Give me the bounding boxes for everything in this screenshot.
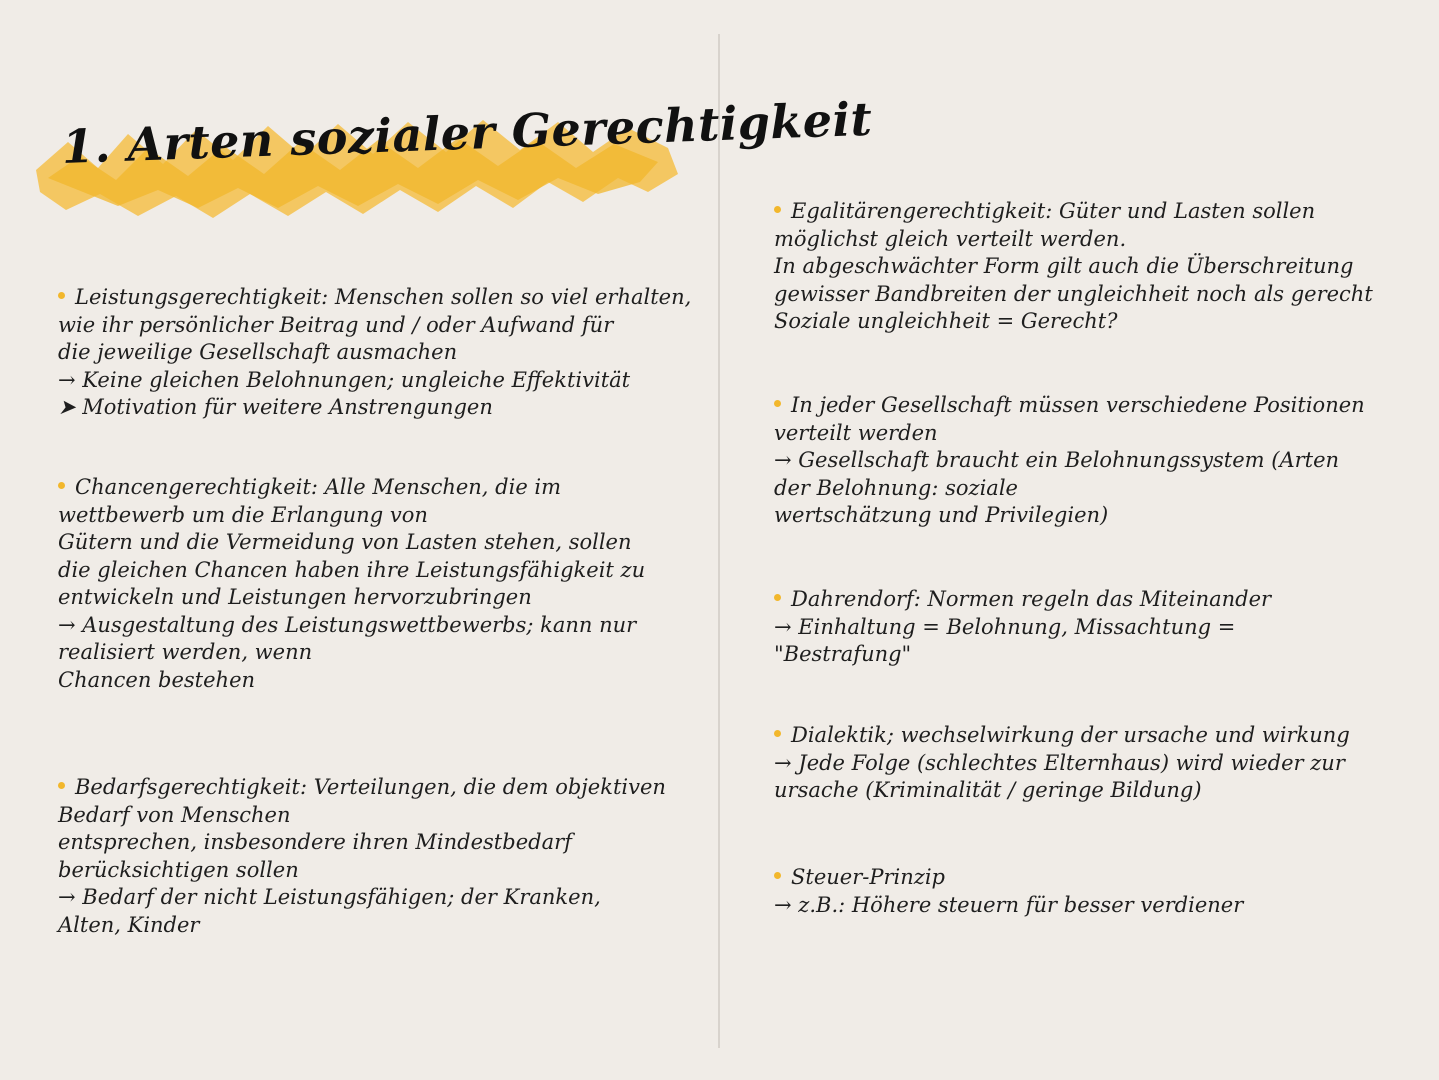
bullet-icon	[774, 206, 781, 213]
text-line: wertschätzung und Privilegien)	[774, 503, 1109, 527]
text-line: gewisser Bandbreiten der ungleichheit noch als gerecht	[774, 281, 1373, 306]
bullet-icon	[774, 594, 781, 601]
text-line: Chancen bestehen	[58, 667, 256, 692]
text-line: die gleichen Chancen haben ihre Leistungsfähigkeit zu	[58, 557, 646, 582]
section-dahrendorf	[774, 586, 1374, 669]
text-line: berücksichtigen sollen	[58, 857, 299, 882]
text-line: Egalitärengerechtigkeit: Güter und Lasten sollen	[774, 198, 1374, 226]
section-dialektik	[774, 722, 1374, 805]
title-highlight	[28, 82, 874, 232]
bullet-icon	[58, 782, 65, 789]
text-line: Leistungsgerechtigkeit: Menschen sollen so viel erhalten,	[58, 284, 658, 312]
text-line: ➤ Motivation für weitere Anstrengungen	[58, 395, 493, 419]
section-egalitaerengerechtigkeit	[774, 198, 1374, 336]
text-line: entwickeln und Leistungen hervorzubringen	[58, 585, 532, 609]
bullet-icon	[58, 292, 65, 299]
bullet-icon	[774, 872, 781, 879]
text-line: Steuer-Prinzip	[774, 864, 1374, 892]
text-line: → Jede Folge (schlechtes Elternhaus) wird wieder zur	[774, 750, 1345, 775]
text-line: wettbewerb um die Erlangung von	[58, 502, 428, 527]
text-line: Gütern und die Vermeidung von Lasten stehen, sollen	[58, 530, 632, 554]
text-line: möglichst gleich verteilt werden.	[774, 226, 1127, 251]
section-chancengerechtigkeit	[58, 474, 658, 694]
text-line: → Einhaltung = Belohnung, Missachtung =	[774, 614, 1236, 639]
text-line: → Keine gleichen Belohnungen; ungleiche Effektivität	[58, 367, 631, 392]
text-line: In abgeschwächter Form gilt auch die Überschreitung	[774, 254, 1354, 278]
text-line: Dahrendorf: Normen regeln das Miteinander	[774, 586, 1374, 614]
bullet-icon	[58, 482, 65, 489]
section-steuer-prinzip	[774, 864, 1374, 919]
text-line: Bedarfsgerechtigkeit: Verteilungen, die dem objektiven	[58, 774, 658, 802]
text-line: realisiert werden, wenn	[58, 640, 313, 664]
section-positionen	[774, 392, 1374, 530]
bullet-icon	[774, 730, 781, 737]
text-line: → Ausgestaltung des Leistungswettbewerbs; kann nur	[58, 612, 637, 637]
text-line: Bedarf von Menschen	[58, 802, 291, 827]
bullet-icon	[774, 400, 781, 407]
text-line: die jeweilige Gesellschaft ausmachen	[58, 340, 458, 364]
section-bedarfsgerechtigkeit	[58, 774, 666, 939]
text-line: Alten, Kinder	[58, 912, 200, 937]
text-line: → z.B.: Höhere steuern für besser verdiener	[774, 892, 1244, 917]
page-divider	[718, 34, 720, 1048]
text-line: der Belohnung: soziale	[774, 475, 1018, 500]
text-line: entsprechen, insbesondere ihren Mindestbedarf	[58, 830, 572, 854]
text-line: In jeder Gesellschaft müssen verschiedene Positionen	[774, 392, 1374, 420]
page-title: 1. Arten sozialer Gerechtigkeit	[61, 91, 874, 174]
section-leistungsgerechtigkeit	[58, 284, 692, 422]
text-line: Soziale ungleichheit = Gerecht?	[774, 309, 1118, 333]
text-line: wie ihr persönlicher Beitrag und / oder Aufwand für	[58, 312, 614, 337]
text-line: ursache (Kriminalität / geringe Bildung)	[774, 778, 1202, 802]
text-line: → Bedarf der nicht Leistungsfähigen; der Kranken,	[58, 885, 601, 909]
text-line: Chancengerechtigkeit: Alle Menschen, die im	[58, 474, 658, 502]
text-line: Dialektik; wechselwirkung der ursache und wirkung	[774, 722, 1374, 750]
text-line: verteilt werden	[774, 420, 938, 445]
text-line: "Bestrafung"	[774, 642, 912, 666]
text-line: → Gesellschaft braucht ein Belohnungssystem (Arten	[774, 448, 1340, 472]
